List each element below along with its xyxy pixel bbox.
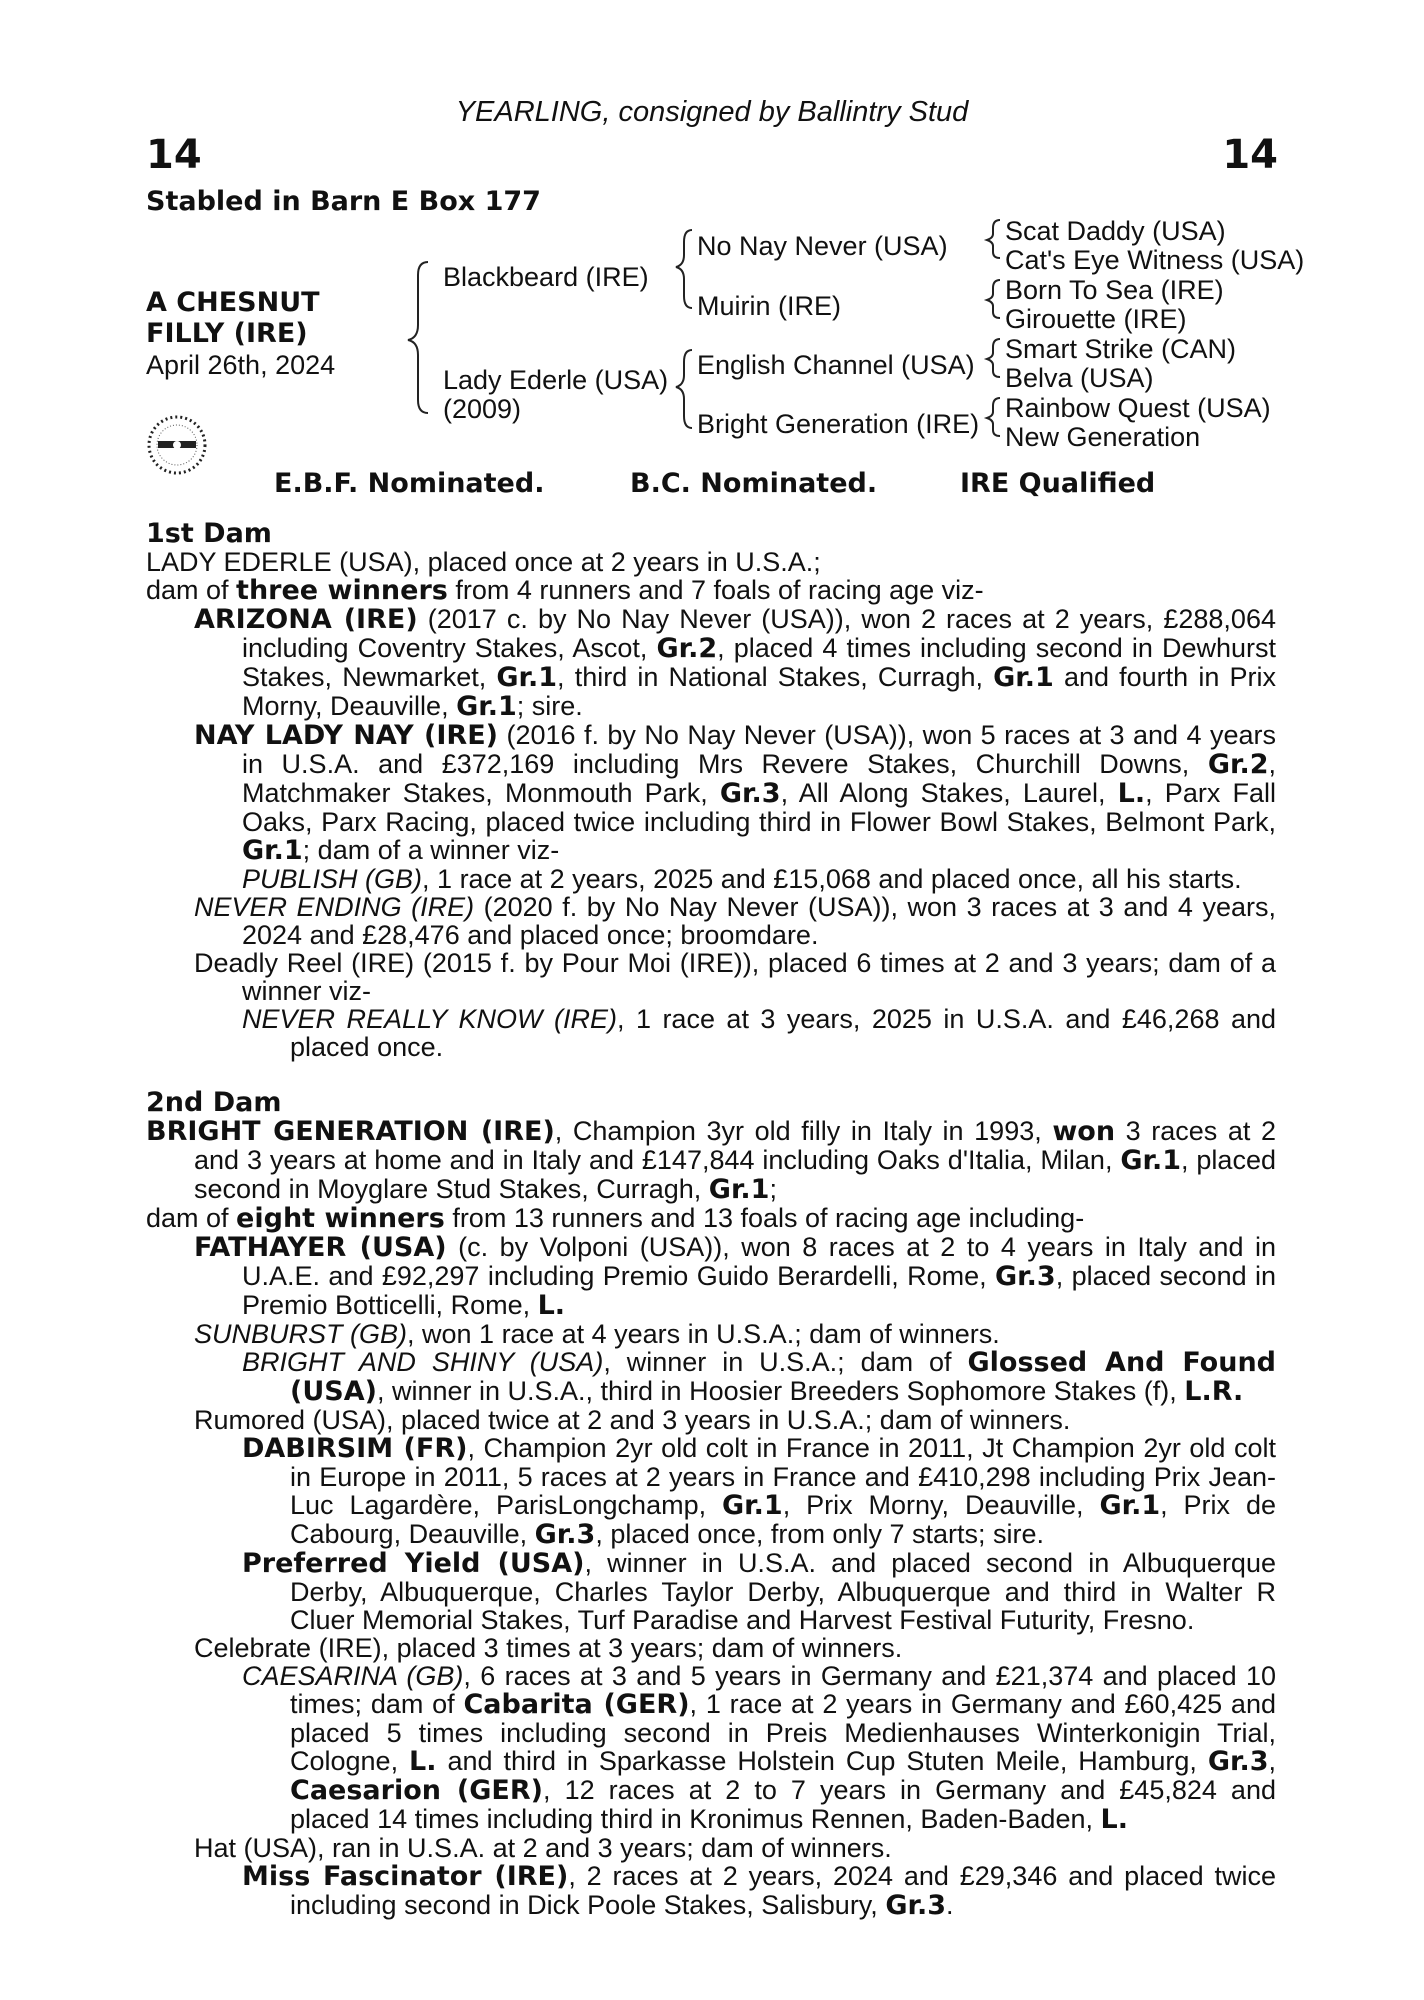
pedigree-ddd: New Generation	[1005, 422, 1201, 452]
pedigree-dam-dam: Bright Generation (IRE)	[697, 409, 980, 439]
progeny-hat: Hat (USA), ran in U.S.A. at 2 and 3 years; dam of winners.	[194, 1833, 892, 1863]
progeny-fathayer: FATHAYER (USA) (c. by Volponi (USA)), won 8 races at 2 to 4 years in Italy and in U.A.E. and £92,297 including Premio Guido Berardelli, Rome, Gr.3, placed second in Premio Botticelli, Rome, L.	[194, 1232, 1276, 1321]
first-dam-title: 1st Dam	[146, 518, 272, 549]
pedigree-dsd: Belva (USA)	[1005, 363, 1154, 393]
pedigree-dam-sire: English Channel (USA)	[697, 350, 975, 380]
progeny-deadly-reel: Deadly Reel (IRE) (2015 f. by Pour Moi (IRE)), placed 6 times at 2 and 3 years; dam of a winner viz-	[194, 948, 1276, 1006]
progeny-celebrate: Celebrate (IRE), placed 3 times at 3 years; dam of winners.	[194, 1633, 903, 1663]
lot-number-right: 14	[1222, 132, 1278, 178]
horse-line-2: FILLY (IRE)	[146, 318, 308, 349]
pedigree-sss: Scat Daddy (USA)	[1005, 216, 1226, 246]
progeny-nay-lady-nay: NAY LADY NAY (IRE) (2016 f. by No Nay Never (USA)), won 5 races at 3 and 4 years in U.S.A. and £372,169 including Mrs Revere Stakes, Churchill Downs, Gr.2, Matchmaker Stakes, Monmouth Park, Gr.3, All Along Stakes, Laurel, L., Parx Fall Oaks, Parx Racing, placed twice including third in Flower Bowl Stakes, Belmont Park, Gr.1; dam of a winner viz-	[194, 720, 1277, 866]
pedigree-sire-dam: Muirin (IRE)	[697, 291, 842, 321]
bc-nominated: B.C. Nominated.	[630, 468, 878, 499]
pedigree-dam: Lady Ederle (USA)	[443, 365, 669, 395]
progeny-bright-and-shiny: BRIGHT AND SHINY (USA), winner in U.S.A.; dam of Glossed And Found (USA), winner in U.S.A., third in Hoosier Breeders Sophomore Stakes (f), L.R.	[242, 1347, 1276, 1407]
second-dam-title: 2nd Dam	[146, 1087, 282, 1118]
catalogue-body	[146, 520, 1276, 1920]
progeny-caesarina: CAESARINA (GB), 6 races at 3 and 5 years in Germany and £21,374 and placed 10 times; dam of Cabarita (GER), 1 race at 2 years in Germany and £60,425 and placed 5 times including second in Preis Medienhauses Winterkonigin Trial, Cologne, L. and third in Sparkasse Holstein Cup Stuten Meile, Hamburg, Gr.3, Caesarion (GER), 12 races at 2 to 7 years in Germany and £45,824 and placed 14 times including third in Kronimus Rennen, Baden-Baden, L.	[242, 1661, 1276, 1835]
progeny-dabirsim: DABIRSIM (FR), Champion 2yr old colt in France in 2011, Jt Champion 2yr old colt in Europe in 2011, 5 races at 2 years in France and £410,298 including Prix Jean-Luc Lagardère, ParisLongchamp, Gr.1, Prix Morny, Deauville, Gr.1, Prix de Cabourg, Deauville, Gr.3, placed once, from only 7 starts; sire.	[242, 1433, 1276, 1550]
ebf-nominated: E.B.F. Nominated.	[274, 468, 545, 499]
progeny-publish: PUBLISH (GB), 1 race at 2 years, 2025 and £15,068 and placed once, all his starts.	[242, 864, 1242, 894]
progeny-never-really-know: NEVER REALLY KNOW (IRE), 1 race at 3 years, 2025 in U.S.A. and £46,268 and placed once.	[242, 1004, 1276, 1062]
pedigree-dds: Rainbow Quest (USA)	[1005, 393, 1271, 423]
pedigree-sire: Blackbeard (IRE)	[443, 262, 649, 292]
pedigree-sire-sire: No Nay Never (USA)	[697, 231, 948, 261]
pedigree-sdd: Girouette (IRE)	[1005, 304, 1187, 334]
first-dam-line: LADY EDERLE (USA), placed once at 2 years in U.S.A.;	[146, 547, 821, 577]
pedigree-dam-year: (2009)	[443, 394, 522, 424]
progeny-sunburst: SUNBURST (GB), won 1 race at 4 years in U.S.A.; dam of winners.	[194, 1319, 1000, 1349]
progeny-miss-fascinator: Miss Fascinator (IRE), 2 races at 2 years, 2024 and £29,346 and placed twice including second in Dick Poole Stakes, Salisbury, Gr.3.	[242, 1861, 1276, 1921]
lot-number-left: 14	[146, 132, 202, 178]
pedigree-dss: Smart Strike (CAN)	[1005, 334, 1237, 364]
second-dam-summary: dam of eight winners from 13 runners and 13 foals of racing age including-	[146, 1203, 1085, 1234]
progeny-preferred-yield: Preferred Yield (USA), winner in U.S.A. and placed second in Albuquerque Derby, Albuquerque, Charles Taylor Derby, Albuquerque and third in Walter R Cluer Memorial Stakes, Turf Paradise and Harvest Festival Futurity, Fresno.	[242, 1548, 1276, 1635]
pedigree-sds: Born To Sea (IRE)	[1005, 275, 1224, 305]
horse-line-1: A CHESNUT	[146, 287, 320, 318]
progeny-never-ending: NEVER ENDING (IRE) (2020 f. by No Nay Never (USA)), won 3 races at 3 and 4 years, 2024 and £28,476 and placed once; broomdare.	[194, 892, 1276, 950]
pedigree-ssd: Cat's Eye Witness (USA)	[1005, 245, 1305, 275]
stabled-location: Stabled in Barn E Box 177	[146, 186, 541, 217]
progeny-arizona: ARIZONA (IRE) (2017 c. by No Nay Never (USA)), won 2 races at 2 years, £288,064 including Coventry Stakes, Ascot, Gr.2, placed 4 times including second in Dewhurst Stakes, Newmarket, Gr.1, third in National Stakes, Curragh, Gr.1 and fourth in Prix Morny, Deauville, Gr.1; sire.	[194, 604, 1276, 722]
progeny-rumored: Rumored (USA), placed twice at 2 and 3 years in U.S.A.; dam of winners.	[194, 1405, 1071, 1435]
second-dam-line: BRIGHT GENERATION (IRE), Champion 3yr old filly in Italy in 1993, won 3 races at 2 and 3 years at home and in Italy and £147,844 including Oaks d'Italia, Milan, Gr.1, placed second in Moyglare Stud Stakes, Curragh, Gr.1;	[146, 1116, 1276, 1205]
sale-header: YEARLING, consigned by Ballintry Stud	[455, 96, 969, 128]
date-of-birth: April 26th, 2024	[146, 350, 336, 380]
first-dam-summary: dam of three winners from 4 runners and 7 foals of racing age viz-	[146, 575, 984, 606]
ire-qualified: IRE Qualified	[960, 468, 1156, 499]
